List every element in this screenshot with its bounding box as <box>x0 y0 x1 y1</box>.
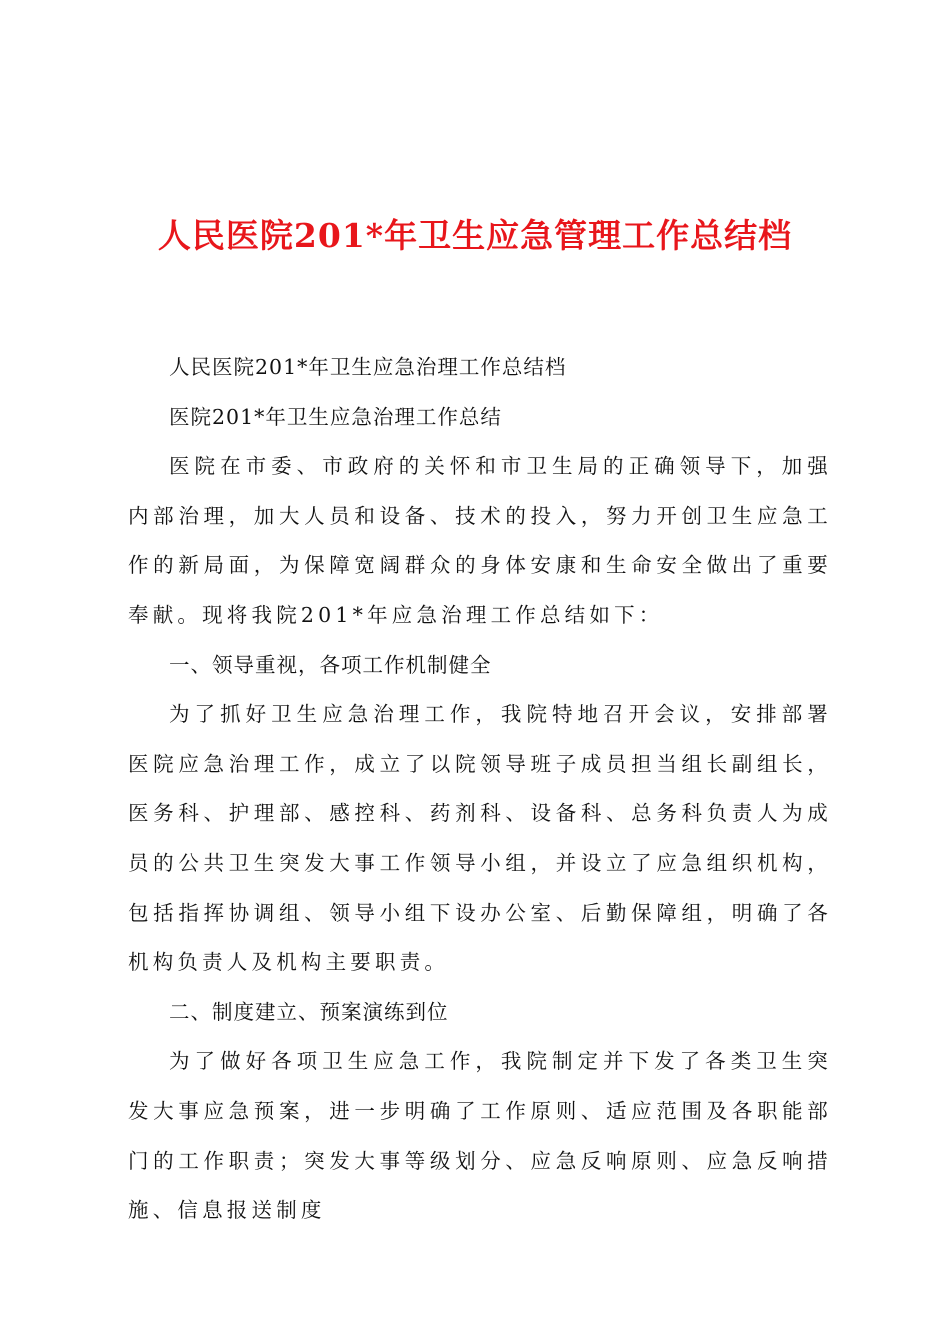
paragraph-section-2: 为了做好各项卫生应急工作，我院制定并下发了各类卫生突发大事应急预案，进一步明确了工作原则、适应范围及各职能部门的工作职责；突发大事等级划分、应急反响原则、应急反响措施、信息报送制度 <box>128 1049 832 1223</box>
paragraph-intro: 医院在市委、市政府的关怀和市卫生局的正确领导下，加强内部治理，加大人员和设备、技术的投入，努力开创卫生应急工作的新局面，为保障宽阔群众的身体安康和生命安全做出了重要奉献。现将我院201*年应急治理工作总结如下： <box>128 454 832 627</box>
document-title: 人民医院201*年卫生应急管理工作总结档 <box>157 216 793 255</box>
section-heading-1: 一、领导重视，各项工作机制健全 <box>169 652 492 677</box>
paragraph-doc-name: 人民医院201*年卫生应急治理工作总结档 <box>169 355 567 379</box>
section-heading-2: 二、制度建立、预案演练到位 <box>169 999 449 1024</box>
paragraph-subtitle: 医院201*年卫生应急治理工作总结 <box>169 404 502 429</box>
document-body <box>128 343 832 1236</box>
paragraph-section-1: 为了抓好卫生应急治理工作，我院特地召开会议，安排部署医院应急治理工作，成立了以院领导班子成员担当组长副组长，医务科、护理部、感控科、药剂科、设备科、总务科负责人为成员的公共卫生突发大事工作领导小组，并设立了应急组织机构，包括指挥协调组、领导小组下设办公室、后勤保障组，明确了各机构负责人及机构主要职责。 <box>128 702 832 975</box>
